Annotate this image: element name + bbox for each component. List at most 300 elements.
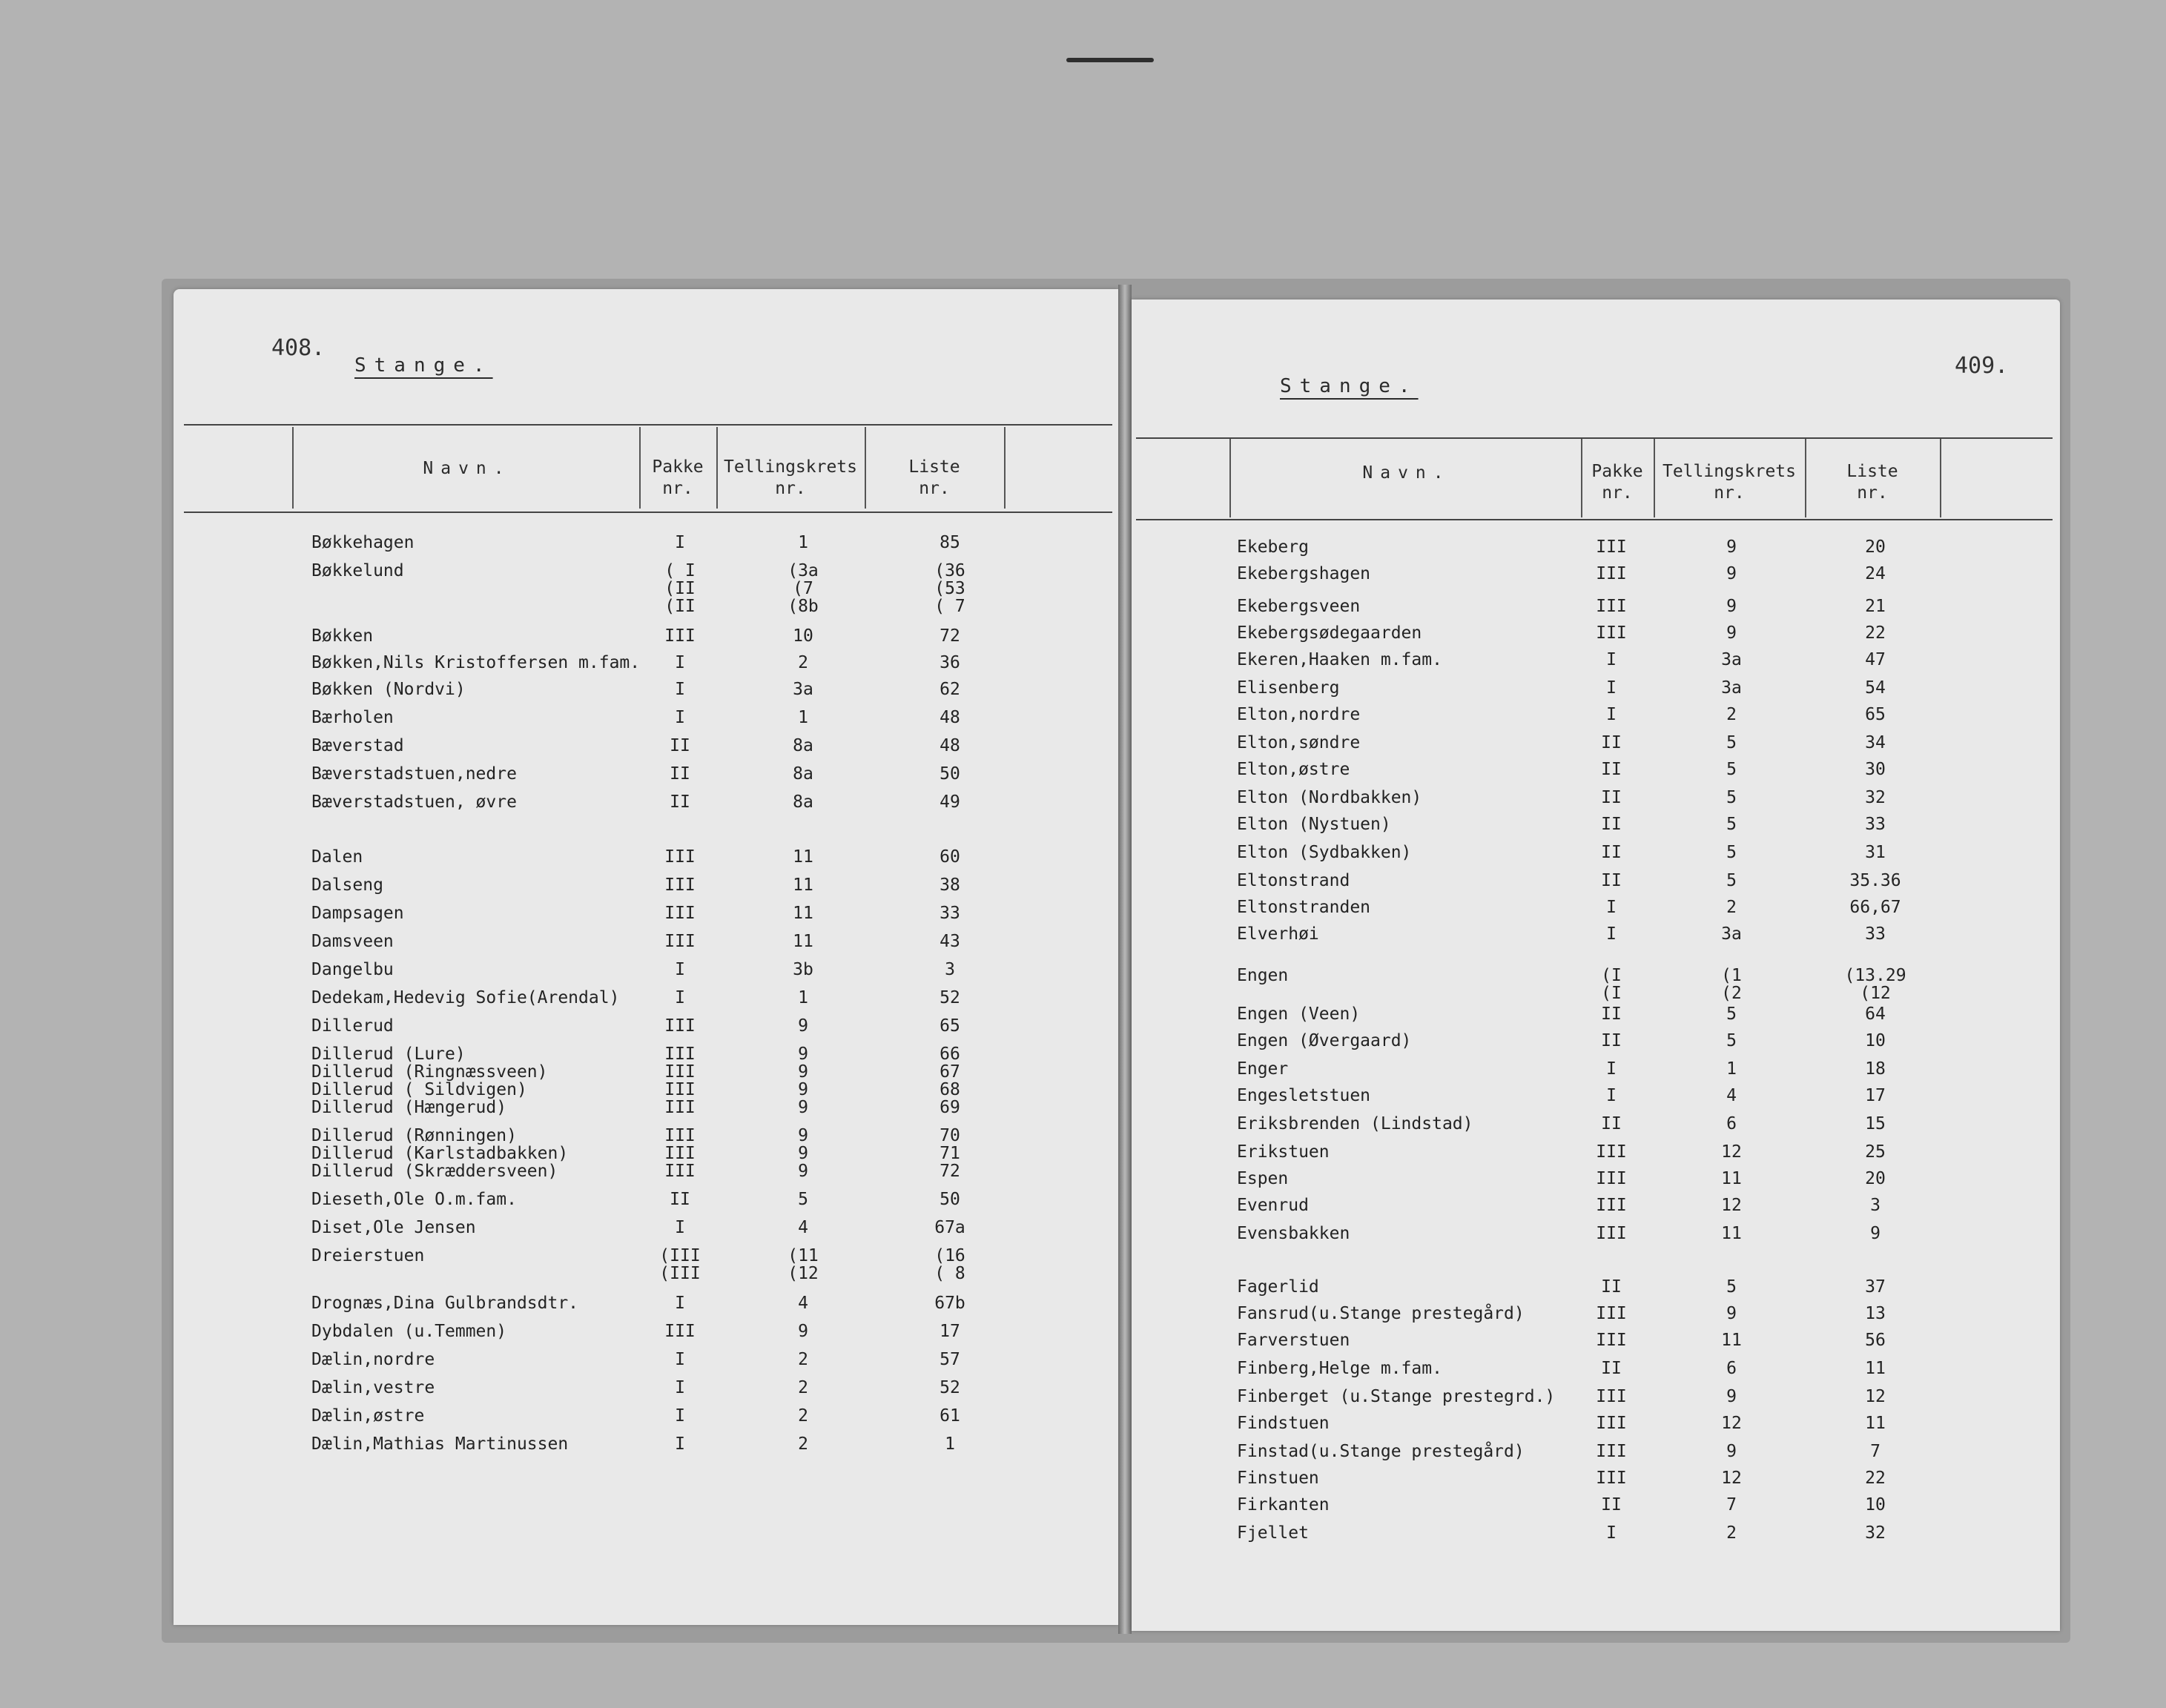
- cell-tellingskrets: 9: [798, 1322, 808, 1341]
- cell-navn: Dælin,Mathias Martinussen: [311, 1434, 569, 1454]
- cell-liste: 32: [1865, 788, 1886, 807]
- cell-tellingskrets: 9: [798, 1045, 808, 1064]
- cell-liste: 68: [940, 1080, 960, 1099]
- cell-tellingskrets: 11: [793, 875, 813, 895]
- cell-pakke: III: [1596, 1387, 1627, 1406]
- cell-pakke: II: [670, 736, 690, 755]
- cell-liste: 72: [940, 626, 960, 646]
- cell-pakke: ( I: [664, 561, 696, 580]
- cell-tellingskrets: 2: [798, 1378, 808, 1397]
- cell-pakke: III: [1596, 1169, 1627, 1188]
- cell-tellingskrets: 5: [1726, 843, 1737, 862]
- cell-tellingskrets: 9: [798, 1126, 808, 1145]
- cell-tellingskrets: 8a: [793, 736, 813, 755]
- cell-tellingskrets: 11: [1721, 1331, 1742, 1350]
- cell-pakke: I: [675, 1218, 685, 1237]
- cell-navn: Diset,Ole Jensen: [311, 1218, 476, 1237]
- cell-pakke: I: [675, 533, 685, 552]
- cell-navn: Ekebergsveen: [1237, 597, 1361, 616]
- cell-navn: Elton (Nystuen): [1237, 815, 1391, 834]
- cell-navn: Dælin,nordre: [311, 1350, 435, 1369]
- cell-tellingskrets: 9: [1726, 1442, 1737, 1461]
- cell-navn: Dieseth,Ole O.m.fam.: [311, 1190, 517, 1209]
- cell-liste: 52: [940, 1378, 960, 1397]
- cell-navn: Dælin,vestre: [311, 1378, 435, 1397]
- right-page-number: 409.: [1955, 353, 2009, 379]
- cell-navn: Fjellet: [1237, 1523, 1309, 1543]
- cell-tellingskrets: (2: [1721, 984, 1742, 1003]
- cell-navn: Dampsagen: [311, 904, 404, 923]
- cell-liste: 13: [1865, 1304, 1886, 1323]
- cell-liste: 20: [1865, 1169, 1886, 1188]
- cell-tellingskrets: (12: [788, 1264, 819, 1283]
- cell-liste: 71: [940, 1144, 960, 1163]
- cell-tellingskrets: 12: [1721, 1469, 1742, 1488]
- cell-liste: 69: [940, 1098, 960, 1117]
- cell-liste: 33: [940, 904, 960, 923]
- cell-tellingskrets: 9: [798, 1144, 808, 1163]
- cell-pakke: I: [1606, 924, 1617, 944]
- cell-liste: 50: [940, 1190, 960, 1209]
- left-header-pakke: Pakke nr.: [652, 457, 704, 498]
- cell-liste: 11: [1865, 1359, 1886, 1378]
- cell-tellingskrets: 9: [798, 1080, 808, 1099]
- cell-navn: Elton (Nordbakken): [1237, 788, 1422, 807]
- left-header-navn: Navn.: [423, 459, 512, 478]
- cell-liste: 18: [1865, 1059, 1886, 1079]
- cell-pakke: III: [664, 1080, 696, 1099]
- cell-tellingskrets: 9: [1726, 564, 1737, 583]
- cell-navn: Ekeren,Haaken m.fam.: [1237, 650, 1442, 669]
- cell-liste: (36: [934, 561, 965, 580]
- cell-tellingskrets: (11: [788, 1246, 819, 1265]
- cell-liste: 38: [940, 875, 960, 895]
- cell-pakke: III: [1596, 1196, 1627, 1215]
- cell-pakke: I: [675, 1378, 685, 1397]
- cell-pakke: III: [664, 1126, 696, 1145]
- cell-liste: (16: [934, 1246, 965, 1265]
- cell-tellingskrets: (1: [1721, 966, 1742, 985]
- cell-navn: Elton,søndre: [1237, 733, 1361, 752]
- cell-pakke: I: [1606, 1523, 1617, 1543]
- cell-liste: (53: [934, 579, 965, 598]
- cell-navn: Engesletstuen: [1237, 1086, 1371, 1105]
- cell-navn: Eriksbrenden (Lindstad): [1237, 1114, 1473, 1133]
- cell-tellingskrets: 6: [1726, 1114, 1737, 1133]
- left-page-title: Stange.: [354, 354, 493, 377]
- cell-pakke: III: [1596, 1304, 1627, 1323]
- cell-navn: Elton (Sydbakken): [1237, 843, 1412, 862]
- cell-tellingskrets: 1: [798, 988, 808, 1007]
- cell-liste: 10: [1865, 1031, 1886, 1050]
- cell-pakke: I: [675, 1294, 685, 1313]
- cell-navn: Dybdalen (u.Temmen): [311, 1322, 507, 1341]
- right-header-navn: Navn.: [1362, 463, 1451, 483]
- cell-pakke: III: [664, 626, 696, 646]
- cell-tellingskrets: 7: [1726, 1495, 1737, 1515]
- cell-tellingskrets: 1: [1726, 1059, 1737, 1079]
- cell-liste: 33: [1865, 924, 1886, 944]
- cell-pakke: II: [1601, 843, 1622, 862]
- cell-liste: 32: [1865, 1523, 1886, 1543]
- cell-navn: Finstad(u.Stange prestegård): [1237, 1442, 1525, 1461]
- cell-navn: Engen (Veen): [1237, 1004, 1361, 1024]
- cell-tellingskrets: 4: [1726, 1086, 1737, 1105]
- cell-navn: Elton,nordre: [1237, 705, 1361, 724]
- cell-liste: 22: [1865, 1469, 1886, 1488]
- cell-pakke: II: [670, 764, 690, 784]
- cell-navn: Engen (Øvergaard): [1237, 1031, 1412, 1050]
- cell-liste: 56: [1865, 1331, 1886, 1350]
- cell-tellingskrets: 2: [1726, 898, 1737, 917]
- cell-tellingskrets: 9: [1726, 623, 1737, 643]
- right-header-liste: Liste nr.: [1846, 462, 1898, 503]
- cell-liste: 12: [1865, 1387, 1886, 1406]
- cell-liste: 47: [1865, 650, 1886, 669]
- cell-liste: 31: [1865, 843, 1886, 862]
- cell-liste: 66: [940, 1045, 960, 1064]
- cell-tellingskrets: 1: [798, 533, 808, 552]
- cell-navn: Findstuen: [1237, 1414, 1330, 1433]
- cell-liste: 17: [940, 1322, 960, 1341]
- cell-pakke: II: [1601, 1114, 1622, 1133]
- left-header-top-rule: [184, 424, 1112, 426]
- cell-pakke: III: [664, 904, 696, 923]
- cell-liste: 7: [1870, 1442, 1881, 1461]
- cell-tellingskrets: 1: [798, 708, 808, 727]
- cell-navn: Bøkkelund: [311, 561, 404, 580]
- cell-navn: Dreierstuen: [311, 1246, 425, 1265]
- cell-tellingskrets: 5: [1726, 871, 1737, 890]
- cell-navn: Drognæs,Dina Gulbrandsdtr.: [311, 1294, 579, 1313]
- cell-tellingskrets: 12: [1721, 1196, 1742, 1215]
- cell-liste: 25: [1865, 1142, 1886, 1162]
- left-header-liste: Liste nr.: [908, 457, 960, 498]
- cell-liste: 34: [1865, 733, 1886, 752]
- cell-pakke: I: [1606, 898, 1617, 917]
- left-page-number: 408.: [271, 335, 326, 361]
- cell-liste: 65: [1865, 705, 1886, 724]
- cell-pakke: II: [1601, 815, 1622, 834]
- cell-tellingskrets: 11: [1721, 1169, 1742, 1188]
- cell-pakke: III: [664, 875, 696, 895]
- cell-navn: Elisenberg: [1237, 678, 1340, 698]
- cell-navn: Engen: [1237, 966, 1289, 985]
- cell-navn: Espen: [1237, 1169, 1289, 1188]
- cell-navn: Farverstuen: [1237, 1331, 1350, 1350]
- cell-tellingskrets: 5: [1726, 1277, 1737, 1297]
- cell-navn: Bæverstad: [311, 736, 404, 755]
- cell-tellingskrets: 5: [798, 1190, 808, 1209]
- cell-liste: (13.29: [1844, 966, 1906, 985]
- cell-pakke: II: [1601, 1359, 1622, 1378]
- cell-tellingskrets: 9: [1726, 537, 1737, 557]
- cell-pakke: III: [1596, 1331, 1627, 1350]
- cell-liste: 48: [940, 736, 960, 755]
- cell-tellingskrets: 5: [1726, 1004, 1737, 1024]
- left-header-bottom-rule: [184, 512, 1112, 513]
- cell-liste: 54: [1865, 678, 1886, 698]
- cell-navn: Finberget (u.Stange prestegrd.): [1237, 1387, 1556, 1406]
- cell-pakke: I: [675, 960, 685, 979]
- cell-navn: Firkanten: [1237, 1495, 1330, 1515]
- cell-tellingskrets: 8a: [793, 764, 813, 784]
- cell-navn: Fansrud(u.Stange prestegård): [1237, 1304, 1525, 1323]
- cell-tellingskrets: 5: [1726, 815, 1737, 834]
- cell-liste: 67b: [934, 1294, 965, 1313]
- cell-tellingskrets: 4: [798, 1294, 808, 1313]
- cell-tellingskrets: 10: [793, 626, 813, 646]
- cell-navn: Enger: [1237, 1059, 1289, 1079]
- cell-navn: Eltonstrand: [1237, 871, 1350, 890]
- cell-tellingskrets: (3a: [788, 561, 819, 580]
- cell-liste: ( 8: [934, 1264, 965, 1283]
- cell-tellingskrets: 4: [798, 1218, 808, 1237]
- cell-liste: 15: [1865, 1114, 1886, 1133]
- cell-pakke: II: [1601, 871, 1622, 890]
- cell-navn: Finstuen: [1237, 1469, 1319, 1488]
- cell-tellingskrets: 2: [798, 653, 808, 672]
- cell-tellingskrets: 2: [1726, 705, 1737, 724]
- book-gutter: [1118, 285, 1132, 1634]
- cell-navn: Dillerud (Rønningen): [311, 1126, 517, 1145]
- cell-pakke: III: [1596, 564, 1627, 583]
- cell-tellingskrets: 11: [793, 847, 813, 867]
- cell-navn: Dillerud ( Sildvigen): [311, 1080, 527, 1099]
- cell-pakke: III: [1596, 537, 1627, 557]
- left-header-tellingskrets: Tellingskrets nr.: [723, 457, 857, 498]
- cell-liste: 1: [945, 1434, 955, 1454]
- cell-liste: 64: [1865, 1004, 1886, 1024]
- cell-pakke: II: [670, 1190, 690, 1209]
- right-header-bottom-rule: [1136, 519, 2053, 520]
- cell-liste: 30: [1865, 760, 1886, 779]
- cell-pakke: III: [1596, 1224, 1627, 1243]
- cell-pakke: III: [1596, 1142, 1627, 1162]
- cell-pakke: I: [675, 653, 685, 672]
- cell-navn: Dillerud (Karlstadbakken): [311, 1144, 569, 1163]
- cell-tellingskrets: 2: [798, 1350, 808, 1369]
- cell-tellingskrets: 9: [1726, 597, 1737, 616]
- cell-pakke: I: [1606, 650, 1617, 669]
- cell-pakke: I: [1606, 1086, 1617, 1105]
- cell-liste: 67a: [934, 1218, 965, 1237]
- cell-pakke: II: [1601, 1004, 1622, 1024]
- cell-pakke: III: [1596, 1442, 1627, 1461]
- cell-navn: Bøkken: [311, 626, 374, 646]
- cell-pakke: III: [1596, 623, 1627, 643]
- cell-tellingskrets: 9: [798, 1062, 808, 1082]
- cell-pakke: I: [675, 988, 685, 1007]
- cell-pakke: I: [675, 1406, 685, 1426]
- cell-liste: 21: [1865, 597, 1886, 616]
- cell-liste: 9: [1870, 1224, 1881, 1243]
- cell-pakke: III: [664, 847, 696, 867]
- cell-navn: Dedekam,Hedevig Sofie(Arendal): [311, 988, 620, 1007]
- cell-tellingskrets: 11: [1721, 1224, 1742, 1243]
- cell-liste: 62: [940, 680, 960, 699]
- cell-pakke: III: [664, 1144, 696, 1163]
- right-page-title: Stange.: [1280, 375, 1419, 397]
- cell-pakke: I: [675, 680, 685, 699]
- cell-liste: 61: [940, 1406, 960, 1426]
- cell-liste: 49: [940, 792, 960, 812]
- cell-pakke: III: [664, 1045, 696, 1064]
- cell-tellingskrets: 3a: [793, 680, 813, 699]
- cell-pakke: II: [670, 792, 690, 812]
- cell-pakke: II: [1601, 1495, 1622, 1515]
- cell-navn: Dillerud (Ringnæssveen): [311, 1062, 548, 1082]
- cell-liste: 37: [1865, 1277, 1886, 1297]
- cell-navn: Elton,østre: [1237, 760, 1350, 779]
- cell-liste: 24: [1865, 564, 1886, 583]
- cell-pakke: I: [1606, 1059, 1617, 1079]
- cell-tellingskrets: 9: [798, 1162, 808, 1181]
- cell-tellingskrets: 6: [1726, 1359, 1737, 1378]
- cell-tellingskrets: 3b: [793, 960, 813, 979]
- cell-liste: 48: [940, 708, 960, 727]
- right-divider: [1229, 439, 1231, 517]
- cell-navn: Erikstuen: [1237, 1142, 1330, 1162]
- cell-pakke: II: [1601, 760, 1622, 779]
- scan-mark: [1066, 58, 1154, 62]
- cell-tellingskrets: 11: [793, 904, 813, 923]
- cell-tellingskrets: 8a: [793, 792, 813, 812]
- cell-navn: Dalen: [311, 847, 363, 867]
- cell-liste: 22: [1865, 623, 1886, 643]
- cell-navn: Eltonstranden: [1237, 898, 1371, 917]
- cell-navn: Ekebergsødegaarden: [1237, 623, 1422, 643]
- cell-tellingskrets: 3a: [1721, 678, 1742, 698]
- cell-liste: 50: [940, 764, 960, 784]
- left-divider: [292, 427, 294, 509]
- cell-pakke: II: [1601, 733, 1622, 752]
- cell-navn: Bøkken (Nordvi): [311, 680, 466, 699]
- cell-pakke: I: [1606, 705, 1617, 724]
- cell-tellingskrets: 2: [798, 1406, 808, 1426]
- cell-pakke: (III: [659, 1246, 701, 1265]
- cell-liste: 60: [940, 847, 960, 867]
- cell-navn: Ekeberg: [1237, 537, 1309, 557]
- cell-navn: Evenrud: [1237, 1196, 1309, 1215]
- cell-navn: Ekebergshagen: [1237, 564, 1371, 583]
- cell-navn: Dælin,østre: [311, 1406, 425, 1426]
- cell-pakke: III: [1596, 597, 1627, 616]
- cell-navn: Dillerud (Hængerud): [311, 1098, 507, 1117]
- cell-navn: Dillerud: [311, 1016, 394, 1036]
- cell-liste: 72: [940, 1162, 960, 1181]
- cell-liste: 70: [940, 1126, 960, 1145]
- cell-navn: Bærholen: [311, 708, 394, 727]
- cell-tellingskrets: 2: [1726, 1523, 1737, 1543]
- right-header-top-rule: [1136, 437, 2053, 439]
- cell-liste: 52: [940, 988, 960, 1007]
- cell-tellingskrets: 11: [793, 932, 813, 951]
- cell-navn: Bøkkehagen: [311, 533, 415, 552]
- cell-pakke: (III: [659, 1264, 701, 1283]
- cell-tellingskrets: (7: [793, 579, 813, 598]
- cell-pakke: III: [664, 1062, 696, 1082]
- cell-liste: ( 7: [934, 597, 965, 616]
- cell-liste: 66,67: [1849, 898, 1901, 917]
- cell-tellingskrets: 9: [1726, 1304, 1737, 1323]
- cell-pakke: II: [1601, 1277, 1622, 1297]
- cell-tellingskrets: 3a: [1721, 650, 1742, 669]
- cell-liste: 67: [940, 1062, 960, 1082]
- cell-tellingskrets: 12: [1721, 1142, 1742, 1162]
- cell-tellingskrets: 12: [1721, 1414, 1742, 1433]
- cell-liste: 20: [1865, 537, 1886, 557]
- cell-liste: 10: [1865, 1495, 1886, 1515]
- cell-pakke: III: [664, 1016, 696, 1036]
- cell-navn: Elverhøi: [1237, 924, 1319, 944]
- cell-navn: Dillerud (Skræddersveen): [311, 1162, 558, 1181]
- cell-tellingskrets: 3a: [1721, 924, 1742, 944]
- cell-navn: Bæverstadstuen, øvre: [311, 792, 517, 812]
- cell-pakke: (II: [664, 579, 696, 598]
- cell-tellingskrets: (8b: [788, 597, 819, 616]
- cell-tellingskrets: 5: [1726, 788, 1737, 807]
- cell-navn: Finberg,Helge m.fam.: [1237, 1359, 1442, 1378]
- cell-liste: 65: [940, 1016, 960, 1036]
- cell-pakke: III: [1596, 1414, 1627, 1433]
- cell-liste: 36: [940, 653, 960, 672]
- cell-liste: 35.36: [1849, 871, 1901, 890]
- cell-navn: Bøkken,Nils Kristoffersen m.fam.: [311, 653, 641, 672]
- cell-tellingskrets: 9: [1726, 1387, 1737, 1406]
- cell-pakke: I: [675, 1350, 685, 1369]
- left-divider: [1004, 427, 1006, 509]
- cell-pakke: III: [664, 932, 696, 951]
- cell-liste: 17: [1865, 1086, 1886, 1105]
- cell-navn: Dalseng: [311, 875, 383, 895]
- cell-tellingskrets: 5: [1726, 733, 1737, 752]
- cell-tellingskrets: 5: [1726, 1031, 1737, 1050]
- cell-pakke: III: [664, 1098, 696, 1117]
- cell-pakke: II: [1601, 788, 1622, 807]
- right-header-tellingskrets: Tellingskrets nr.: [1662, 462, 1796, 503]
- cell-pakke: III: [664, 1322, 696, 1341]
- cell-tellingskrets: 2: [798, 1434, 808, 1454]
- cell-tellingskrets: 9: [798, 1016, 808, 1036]
- cell-navn: Fagerlid: [1237, 1277, 1319, 1297]
- cell-pakke: I: [675, 708, 685, 727]
- cell-navn: Damsveen: [311, 932, 394, 951]
- cell-liste: 43: [940, 932, 960, 951]
- cell-pakke: (I: [1601, 966, 1622, 985]
- cell-pakke: III: [664, 1162, 696, 1181]
- cell-tellingskrets: 5: [1726, 760, 1737, 779]
- cell-liste: 57: [940, 1350, 960, 1369]
- right-header-pakke: Pakke nr.: [1591, 462, 1643, 503]
- cell-liste: 33: [1865, 815, 1886, 834]
- cell-pakke: (I: [1601, 984, 1622, 1003]
- cell-liste: 11: [1865, 1414, 1886, 1433]
- cell-pakke: II: [1601, 1031, 1622, 1050]
- cell-liste: (12: [1860, 984, 1891, 1003]
- cell-liste: 3: [945, 960, 955, 979]
- cell-pakke: I: [1606, 678, 1617, 698]
- cell-liste: 85: [940, 533, 960, 552]
- cell-navn: Dillerud (Lure): [311, 1045, 466, 1064]
- cell-tellingskrets: 9: [798, 1098, 808, 1117]
- right-divider: [1940, 439, 1941, 517]
- cell-navn: Evensbakken: [1237, 1224, 1350, 1243]
- cell-pakke: III: [1596, 1469, 1627, 1488]
- cell-pakke: I: [675, 1434, 685, 1454]
- cell-navn: Bæverstadstuen,nedre: [311, 764, 517, 784]
- cell-pakke: (II: [664, 597, 696, 616]
